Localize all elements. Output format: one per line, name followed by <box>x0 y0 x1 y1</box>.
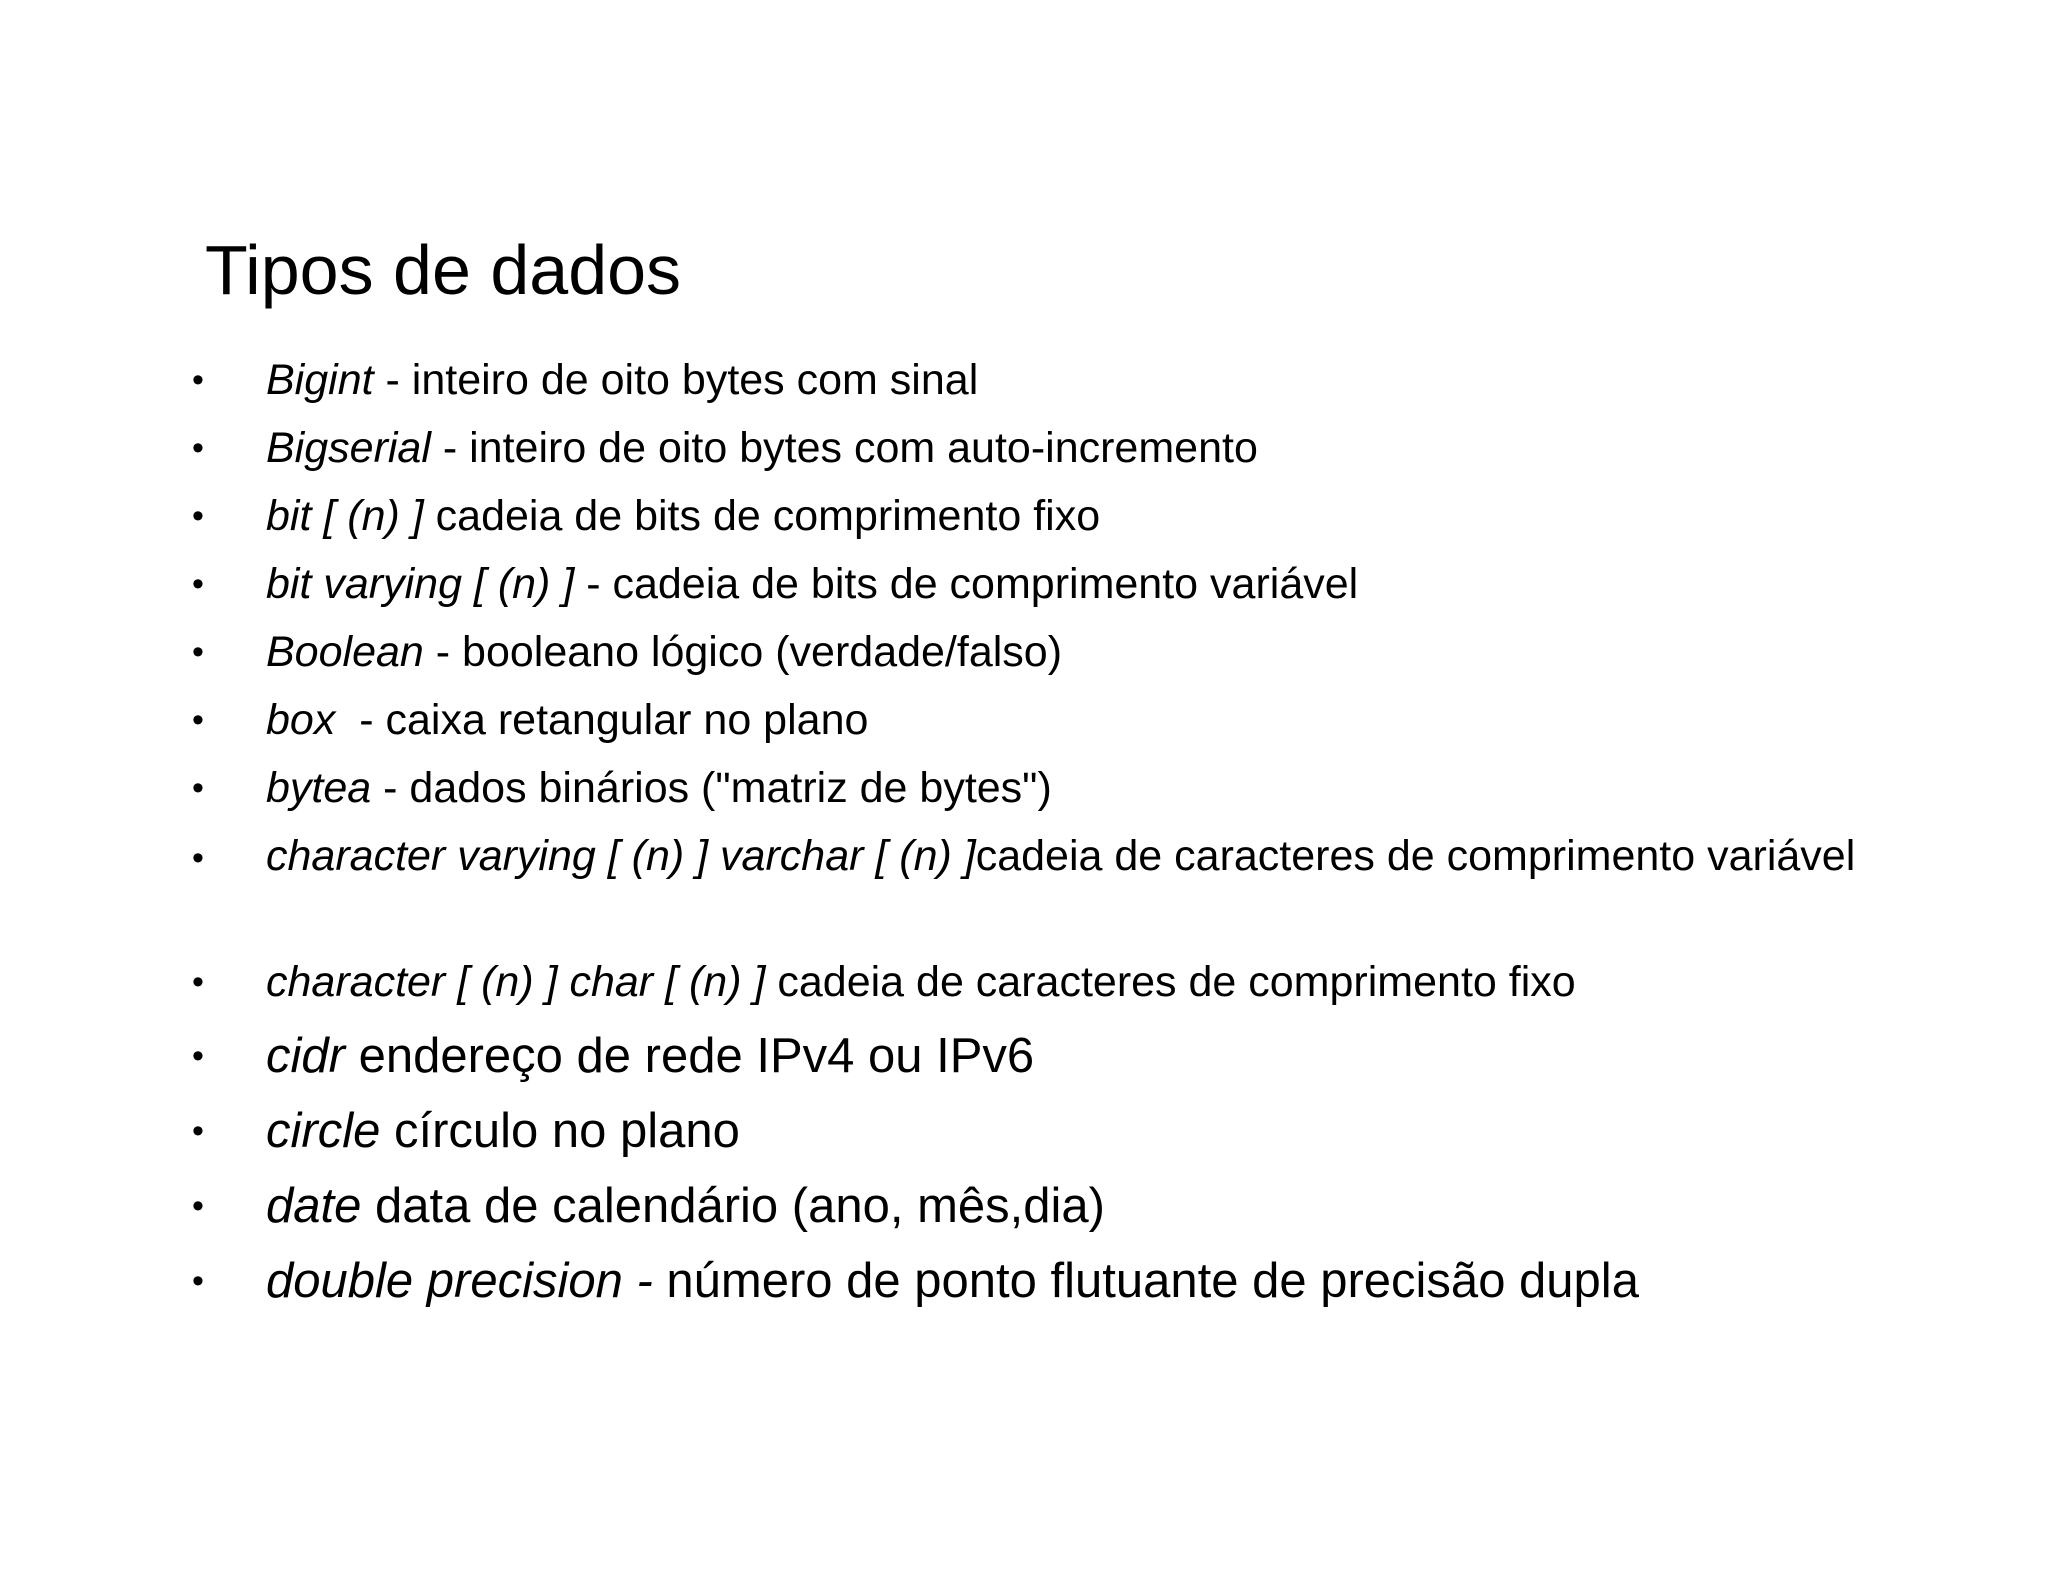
type-name: character varying [ (n) ] varchar [ (n) ] <box>266 832 976 880</box>
type-description: - inteiro de oito bytes com auto-incremento <box>430 424 1258 472</box>
type-description: data de calendário (ano, mês,dia) <box>361 1179 1105 1233</box>
list-item-text <box>266 488 1866 544</box>
bullet-icon: • <box>192 769 204 807</box>
list-item-text <box>266 420 1866 476</box>
list-item-text <box>266 624 1866 680</box>
type-description: - caixa retangular no plano <box>335 696 869 744</box>
type-description: - cadeia de bits de comprimento variável <box>574 560 1359 608</box>
bullet-icon: • <box>192 839 204 877</box>
list-item-text <box>266 1024 1866 1088</box>
list-item-text <box>266 830 1856 882</box>
bullet-icon: • <box>192 633 204 671</box>
type-name: Bigint <box>266 356 374 404</box>
type-description: - dados binários ("matriz de bytes") <box>371 764 1052 812</box>
type-name: double precision - <box>266 1254 653 1308</box>
list-item-text <box>266 1249 1866 1313</box>
type-name: Boolean <box>266 628 424 676</box>
list-item-text <box>266 1174 1866 1238</box>
bullet-icon: • <box>192 497 204 535</box>
list-item-text <box>266 692 1866 748</box>
bullet-icon: • <box>192 361 204 399</box>
bullet-icon: • <box>192 1187 204 1225</box>
bullet-icon: • <box>192 1037 204 1075</box>
type-description: cadeia de caracteres de comprimento fixo <box>765 958 1576 1006</box>
type-description: - inteiro de oito bytes com sinal <box>373 356 979 404</box>
type-name: circle <box>266 1104 381 1158</box>
bullet-icon: • <box>192 963 204 1001</box>
type-name: bit varying [ (n) ] <box>266 560 575 608</box>
type-name: box <box>266 696 336 744</box>
bullet-icon: • <box>192 1112 204 1150</box>
type-name: bit [ (n) ] <box>266 492 424 540</box>
type-name: bytea <box>266 764 372 812</box>
bullet-icon: • <box>192 429 204 467</box>
type-description: cadeia de bits de comprimento fixo <box>423 492 1101 540</box>
type-description: círculo no plano <box>380 1104 740 1158</box>
bullet-icon: • <box>192 565 204 603</box>
type-description: - booleano lógico (verdade/falso) <box>423 628 1063 676</box>
type-description: cadeia de caracteres de comprimento variável <box>975 832 1856 880</box>
type-name: Bigserial <box>266 424 431 472</box>
list-item-text <box>266 954 1866 1010</box>
type-name: character [ (n) ] char [ (n) ] <box>266 958 766 1006</box>
type-description: endereço de rede IPv4 ou IPv6 <box>344 1029 1035 1083</box>
list-item-text <box>266 760 1866 816</box>
type-name: cidr <box>266 1029 345 1083</box>
bullet-icon: • <box>192 1262 204 1300</box>
bullet-icon: • <box>192 701 204 739</box>
list-item-text <box>266 556 1866 612</box>
list-item-text <box>266 1099 1866 1163</box>
list-item-text <box>266 352 1866 408</box>
type-name: date <box>266 1179 362 1233</box>
slide-title: Tipos de dados <box>205 231 682 309</box>
type-description: número de ponto flutuante de precisão dupla <box>652 1254 1639 1308</box>
